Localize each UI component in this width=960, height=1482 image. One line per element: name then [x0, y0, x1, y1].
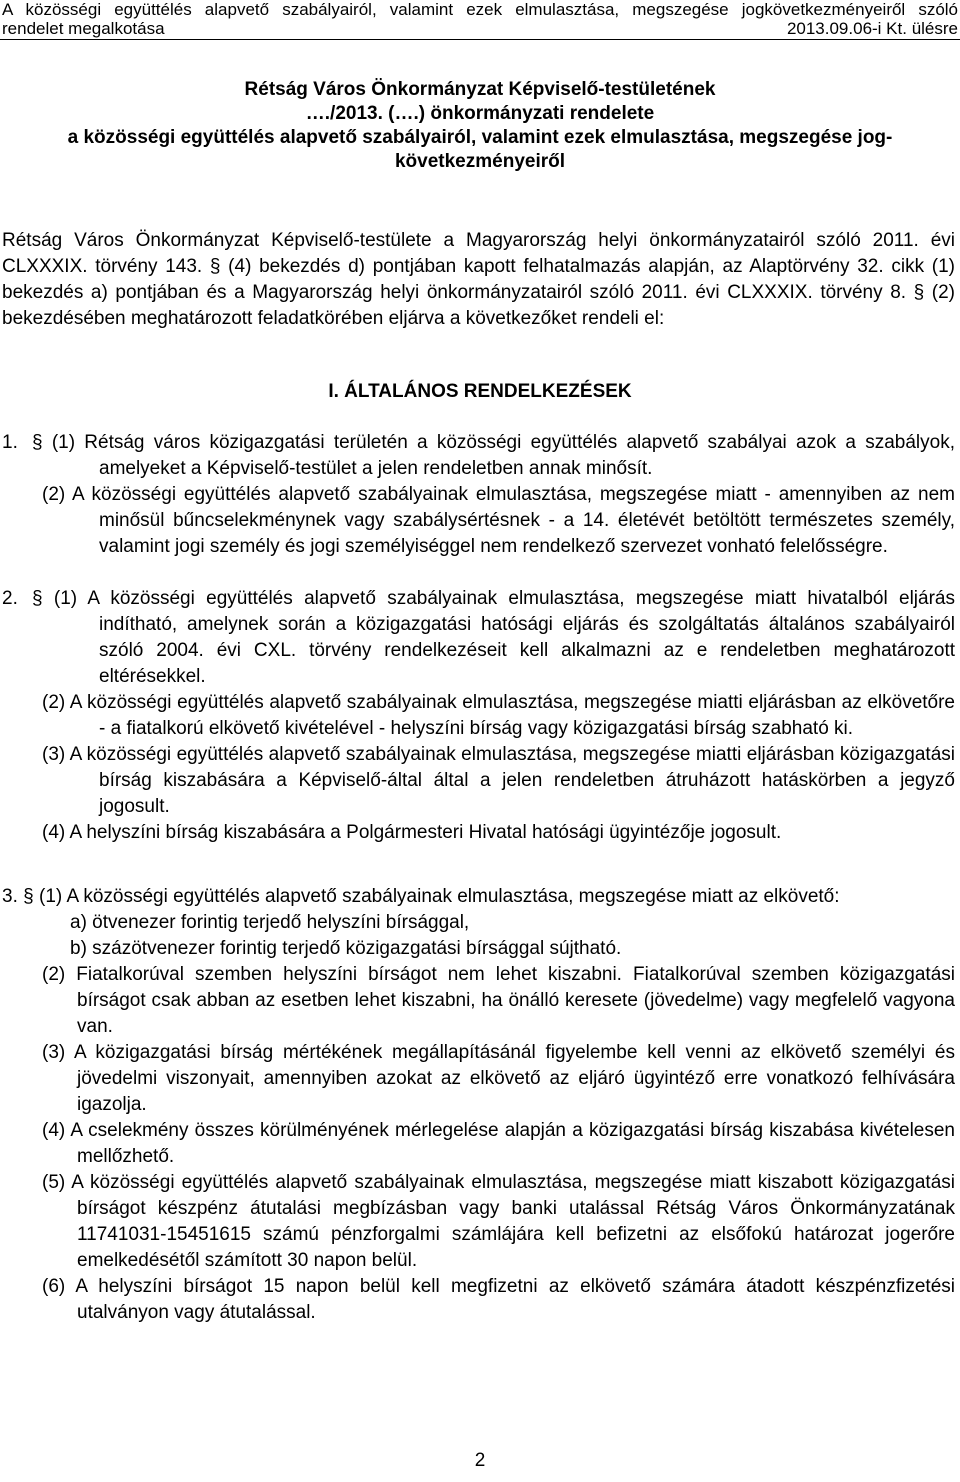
paragraph-3-sub-4: (4) A cselekmény összes körülményének mérlegelése alapján a közigazgatási bírság kiszabása kivételesen mellőzhető.: [42, 1120, 955, 1167]
paragraph-3-sub-2: (2) Fiatalkorúval szemben helyszíni bírságot nem lehet kiszabni. Fiatalkorúval szemben közigazgatási bírságot csak abban az esetben lehet kiszabni, ha önálló keresete (jövedelme) vagy megfelelő vagyona van.: [42, 964, 955, 1037]
paragraph-3-sub-1-text: § (1) A közösségi együttélés alapvető szabályainak elmulasztása, megszegése miatt az elkövető:: [23, 886, 840, 907]
paragraph-2-sub-2: [0, 690, 955, 742]
title-line-1: Rétság Város Önkormányzat Képviselő-testületének: [244, 79, 716, 100]
paragraph-2-sub-2-text: (2) A közösségi együttélés alapvető szabályainak elmulasztása, megszegése miatti eljárásban az elkövetőre - a fiatalkorú elkövető kivételével - helyszíni bírság vagy közigazgatási bírság szabható ki.: [42, 692, 955, 739]
paragraph-3: [0, 884, 960, 1326]
paragraph-2-sub-1-text: § (1) A közösségi együttélés alapvető szabályainak elmulasztása, megszegése miatt hivatalból eljárás indítható, amelynek során a közigazgatási hatósági eljárás és szolgáltatás általános szabályairól szóló 2004. évi CXL. törvény rendelkezéseit kell alkalmazni az e rendeletben meghatározott eltérésekkel.: [32, 588, 955, 687]
header-line-2: [2, 19, 958, 39]
title-line-3: a közösségi együttélés alapvető szabályairól, valamint ezek elmulasztása, megszegése jog-: [67, 127, 893, 148]
paragraph-1-sub-2: [0, 482, 955, 560]
document-title: [0, 78, 960, 174]
paragraph-2-number: 2.: [2, 588, 18, 609]
title-line-4: következményeiről: [394, 151, 566, 172]
preamble: Rétság Város Önkormányzat Képviselő-testülete a Magyarország helyi önkormányzatairól szóló 2011. évi CLXXXIX. törvény 143. § (4) bekezdés d) pontjában kapott felhatalmazás alapján, az Alaptörvény 32. cikk (1) bekezdés a) pontjában és a Magyarország helyi önkormányzatairól szóló 2011. évi CLXXXIX. törvény 8. § (2) bekezdésében meghatározott feladatkörében eljárva a következőket rendeli el:: [2, 230, 955, 329]
paragraph-2-sub-3: [0, 742, 955, 820]
paragraph-1-sub-1: [0, 430, 955, 482]
paragraph-2-sub-1: [0, 586, 955, 690]
paragraph-3-sub-1: [0, 884, 955, 910]
paragraph-1: [0, 430, 960, 560]
paragraph-3-sub-3: (3) A közigazgatási bírság mértékének megállapításánál figyelembe kell venni az elkövető személyi és jövedelmi viszonyait, amennyiben azokat az elkövető az eljáró ügyintéző erre vonatkozó felhívására igazolja.: [42, 1042, 955, 1115]
paragraph-2: [0, 586, 960, 846]
header-meeting-date: 2013.09.06-i Kt. ülésre: [786, 19, 958, 38]
title-line-2: …./2013. (….) önkormányzati rendelete: [305, 103, 655, 124]
header-subject: rendelet megalkotása: [2, 19, 165, 38]
paragraph-3-sub-5: (5) A közösségi együttélés alapvető szabályainak elmulasztása, megszegése miatt kiszabott közigazgatási bírságot készpénz átutalási megbízásban vagy banki utalással Rétság Város Önkormányzatának 11741031-15451615 számú pénzforgalmi számlájára kell befizetni az elsőfokú határozat jogerőre emelkedésétől számított 30 napon belül.: [42, 1172, 955, 1271]
point-a: a) ötvenezer forintig terjedő helyszíni bírsággal,: [70, 912, 470, 933]
header-rule: [0, 39, 960, 40]
paragraph-2-sub-3-text: (3) A közösségi együttélés alapvető szabályainak elmulasztása, megszegése miatti eljárásban közigazgatási bírság kiszabására a Képviselő-által által a jelen rendeletben átruházott hatáskörben a jegyző jogosult.: [42, 744, 955, 817]
paragraph-1-sub-1-text: § (1) Rétság város közigazgatási területén a közösségi együttélés alapvető szabályai azok a szabályok, amelyeket a Képviselő-testület a jelen rendeletben annak minősít.: [32, 432, 955, 479]
paragraph-3-sub-6: (6) A helyszíni bírságot 15 napon belül kell megfizetni az elkövető számára átadott készpénzfizetési utalványon vagy átutalással.: [42, 1276, 955, 1323]
running-header: [0, 0, 960, 40]
paragraph-1-number: 1.: [2, 432, 18, 453]
point-b: b) százötvenezer forintig terjedő közigazgatási bírsággal sújtható.: [70, 938, 622, 959]
paragraph-2-sub-4-text: (4) A helyszíni bírság kiszabására a Polgármesteri Hivatal hatósági ügyintézője jogosult.: [42, 822, 782, 843]
header-line-1: A közösségi együttélés alapvető szabályairól, valamint ezek elmulasztása, megszegése jogkövetkezményeiről szóló: [2, 0, 958, 19]
page-number: 2: [474, 1450, 486, 1471]
paragraph-2-sub-4: [0, 820, 955, 846]
section-heading: I. ÁLTALÁNOS RENDELKEZÉSEK: [328, 381, 632, 402]
paragraph-3-number: 3.: [2, 886, 18, 907]
paragraph-1-sub-2-text: (2) A közösségi együttélés alapvető szabályainak elmulasztása, megszegése miatt - amennyiben az nem minősül bűncselekménynek vagy szabálysértésnek - a 14. életévét betöltött természetes személy, valamint jogi személy és jogi személyiséggel nem rendelkező szervezet vonható felelősségre.: [42, 484, 955, 557]
